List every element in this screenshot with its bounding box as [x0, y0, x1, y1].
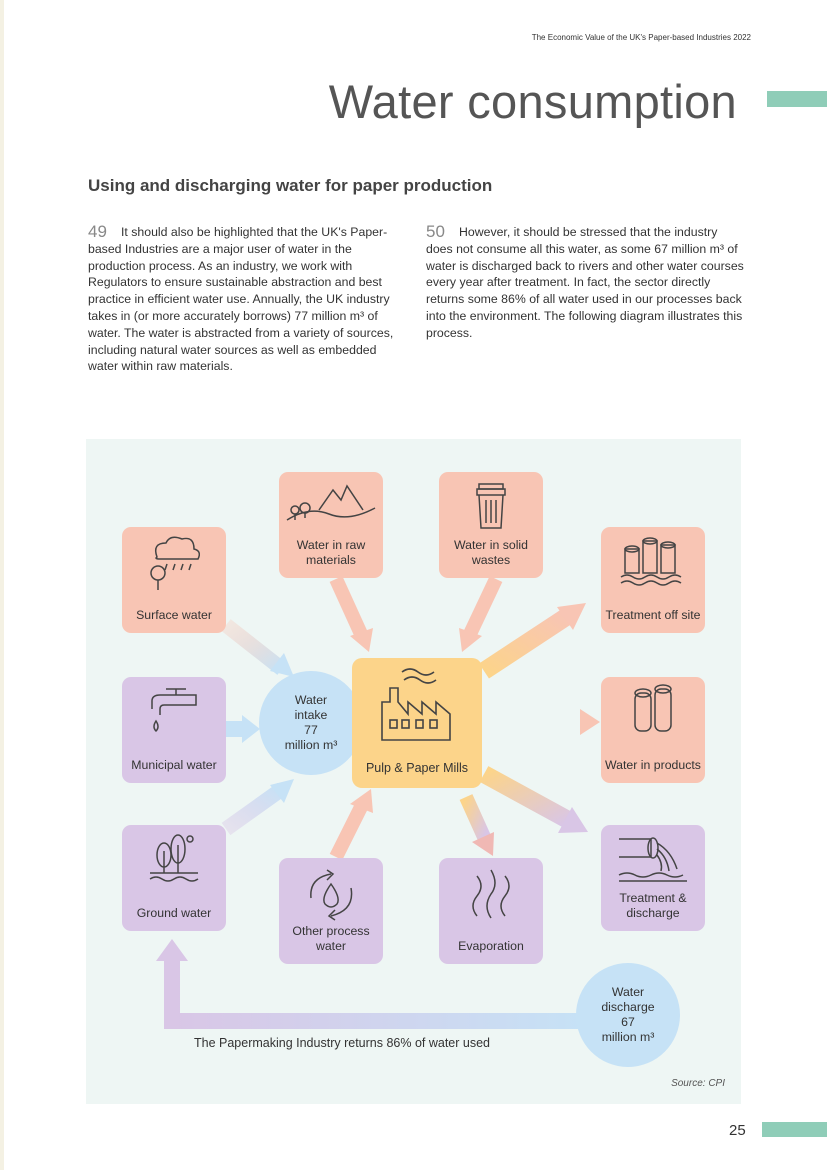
recycle-water-icon [279, 858, 383, 928]
box-ground-water [122, 825, 226, 931]
discharge-line-2: discharge [601, 1000, 655, 1014]
box-municipal-water [122, 677, 226, 783]
arrow-mills-to-evaporation [466, 797, 494, 856]
label-evaporation: Evaporation [458, 939, 524, 953]
intake-line-3: 77 [304, 723, 318, 737]
label-treatment-off-site: Treatment off site [605, 608, 701, 622]
box-other-process-water [279, 858, 383, 964]
treatment-tanks-icon [601, 527, 705, 597]
water-intake-circle [259, 671, 363, 775]
arrow-surface-to-intake [226, 625, 294, 677]
arrow-mills-to-treatment-discharge [484, 774, 588, 833]
label-treatment-discharge: Treatment & discharge [619, 891, 687, 920]
box-treatment-off-site [601, 527, 705, 633]
discharge-line-3: 67 [621, 1015, 635, 1029]
trees-ground-icon [122, 825, 226, 895]
arrow-mills-to-water-in-products [484, 709, 600, 735]
steam-waves-icon [439, 858, 543, 928]
arrow-mills-to-solid-wastes [459, 579, 496, 652]
arrow-mills-to-treatment-off-site [484, 603, 586, 671]
discharge-pipe-icon [601, 825, 705, 895]
page-number: 25 [729, 1122, 746, 1139]
label-other-process-water: Other process water [292, 924, 370, 953]
running-head: The Economic Value of the UK's Paper-based Industries 2022 [531, 33, 751, 42]
mountains-trees-icon [279, 472, 383, 542]
paragraph-50 [426, 224, 744, 342]
box-water-solid-wastes [439, 472, 543, 578]
intake-line-2: intake [294, 708, 328, 722]
arrow-raw-to-mills [336, 579, 373, 652]
factory-icon [352, 658, 482, 750]
intake-line-1: Water [294, 693, 328, 707]
label-municipal-water: Municipal water [131, 758, 217, 772]
arrow-other-to-mills [336, 789, 373, 857]
intake-line-4: million m³ [284, 738, 338, 752]
box-evaporation [439, 858, 543, 964]
water-tap-icon [122, 677, 226, 747]
box-treatment-discharge [601, 825, 705, 931]
label-surface-water: Surface water [136, 608, 212, 622]
label-ground-water: Ground water [136, 906, 212, 920]
discharge-line-1: Water [611, 985, 645, 999]
title-accent-bar [767, 91, 827, 107]
page-edge-strip [0, 0, 4, 1170]
water-flow-diagram [86, 439, 741, 1104]
paper-rolls-icon [601, 677, 705, 747]
paragraph-number: 50 [426, 222, 445, 241]
paragraph-number: 49 [88, 222, 107, 241]
water-discharge-circle [576, 963, 680, 1067]
trash-bin-icon [439, 472, 543, 542]
box-water-in-products [601, 677, 705, 783]
label-pulp-paper-mills: Pulp & Paper Mills [365, 761, 469, 775]
diagram-source: Source: CPI [671, 1078, 725, 1089]
paragraph-text: It should also be highlighted that the UK's Paper-based Industries are a major user of water in the production process. As an industry, we work with Regulators to ensure sustainable abstraction and best practice in efficient water use. Annually, the UK industry takes in (or more accurately borrows) 77 million m³ of water. The water is abstracted from a variety of sources, including natural water sources as well as embedded water within raw materials. [88, 225, 394, 374]
diagram-caption: The Papermaking Industry returns 86% of water used [194, 1036, 490, 1050]
box-water-raw-materials [279, 472, 383, 578]
rain-cloud-tree-icon [122, 527, 226, 597]
page-title: Water consumption [328, 75, 737, 128]
label-water-raw-materials: Water in raw materials [296, 538, 366, 567]
arrow-ground-to-intake [226, 779, 294, 829]
box-surface-water [122, 527, 226, 633]
page-accent-bar [762, 1122, 827, 1137]
label-water-in-products: Water in products [605, 758, 701, 772]
paragraph-text: However, it should be stressed that the industry does not consume all this water, as some 67 million m³ of water is discharged back to rivers and other water courses every year after treatment. In fact, the sector directly returns some 86% of all water used in our processes back into the environment. The following diagram illustrates this process. [426, 225, 744, 340]
paragraph-49 [88, 224, 406, 375]
section-subtitle: Using and discharging water for paper production [88, 176, 493, 195]
box-pulp-paper-mills [352, 658, 482, 788]
discharge-line-4: million m³ [601, 1030, 655, 1044]
arrow-municipal-to-intake [226, 715, 260, 743]
label-water-solid-wastes: Water in solid wastes [453, 538, 529, 567]
